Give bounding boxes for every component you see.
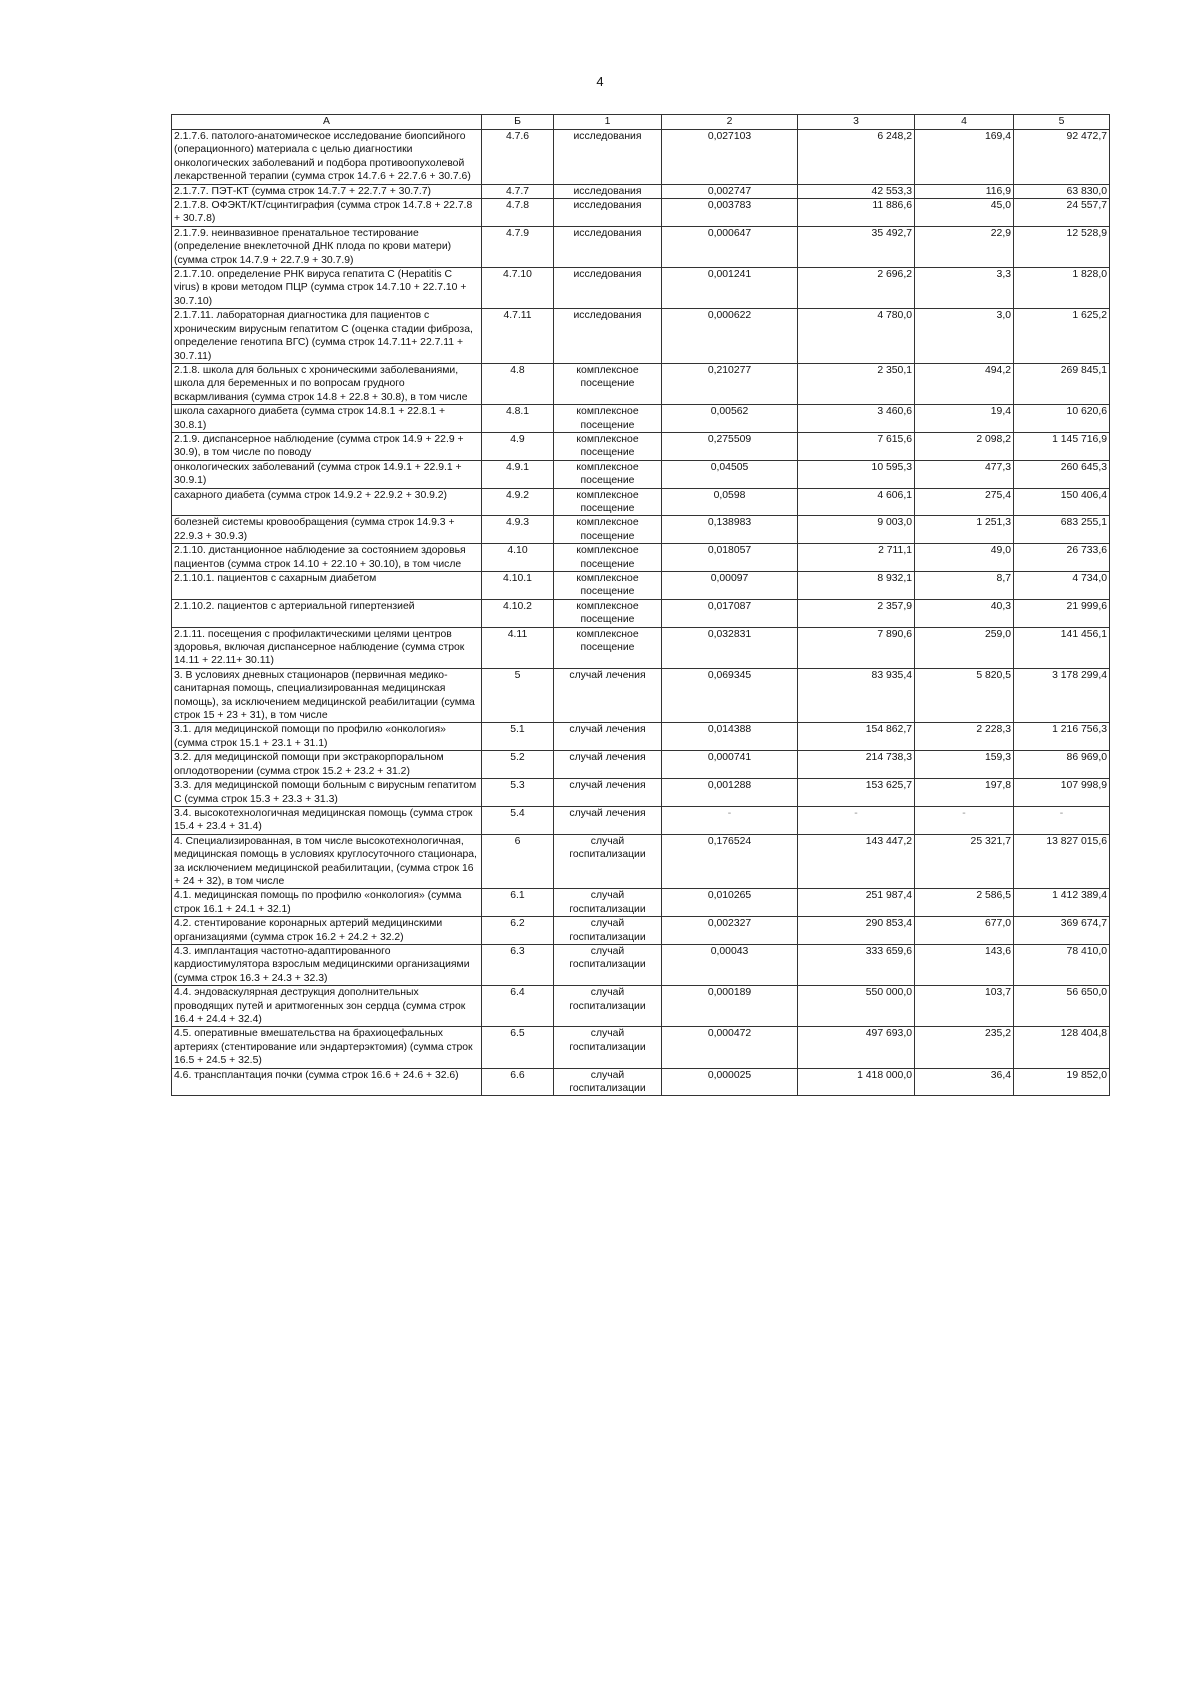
cell-total: 1 625,2 [1014, 309, 1110, 364]
cell-norm-cost: 35 492,7 [798, 226, 915, 267]
cell-norm-cost: 214 738,3 [798, 751, 915, 779]
cell-norm-cost: 8 932,1 [798, 572, 915, 600]
cell-unit: случай госпитализации [554, 1068, 662, 1096]
cell-norm-volume: 0,069345 [662, 668, 798, 723]
cell-total: 269 845,1 [1014, 363, 1110, 404]
cell-per-capita: 19,4 [915, 405, 1014, 433]
table-row [172, 544, 1110, 572]
table-row [172, 309, 1110, 364]
cell-unit: комплексное посещение [554, 460, 662, 488]
cell-unit: комплексное посещение [554, 516, 662, 544]
cell-norm-cost: 9 003,0 [798, 516, 915, 544]
table-row [172, 627, 1110, 668]
cell-description: 2.1.10.1. пациентов с сахарным диабетом [172, 572, 482, 600]
cell-norm-cost: 3 460,6 [798, 405, 915, 433]
cell-per-capita: 8,7 [915, 572, 1014, 600]
cell-norm-cost: 154 862,7 [798, 723, 915, 751]
cell-per-capita: 235,2 [915, 1027, 1014, 1068]
cell-per-capita: 169,4 [915, 130, 1014, 185]
table-row [172, 917, 1110, 945]
column-header-a: А [172, 115, 482, 130]
cell-total: 1 216 756,3 [1014, 723, 1110, 751]
cell-description: 3.1. для медицинской помощи по профилю «онкология» (сумма строк 15.1 + 23.1 + 31.1) [172, 723, 482, 751]
cell-per-capita: 477,3 [915, 460, 1014, 488]
cell-row-code: 6.2 [482, 917, 554, 945]
cell-total: 24 557,7 [1014, 199, 1110, 227]
cell-unit: случай лечения [554, 723, 662, 751]
cell-norm-volume: 0,210277 [662, 363, 798, 404]
cell-total: 369 674,7 [1014, 917, 1110, 945]
table-row [172, 779, 1110, 807]
cell-norm-cost: 4 780,0 [798, 309, 915, 364]
cell-description: 3.4. высокотехнологичная медицинская помощь (сумма строк 15.4 + 23.4 + 31.4) [172, 806, 482, 834]
cell-norm-volume: 0,275509 [662, 432, 798, 460]
cell-norm-volume: 0,018057 [662, 544, 798, 572]
cell-description: 2.1.9. диспансерное наблюдение (сумма строк 14.9 + 22.9 + 30.9), в том числе по поводу [172, 432, 482, 460]
cell-total: 1 412 389,4 [1014, 889, 1110, 917]
table-row [172, 889, 1110, 917]
cell-description: 2.1.11. посещения с профилактическими целями центров здоровья, включая диспансерное наблюдение (сумма строк 14.11 + 22.11+ 30.11) [172, 627, 482, 668]
cell-unit: случай лечения [554, 668, 662, 723]
cell-norm-cost: 10 595,3 [798, 460, 915, 488]
cell-total: 56 650,0 [1014, 986, 1110, 1027]
column-header-b: Б [482, 115, 554, 130]
cell-description: 4. Специализированная, в том числе высокотехнологичная, медицинская помощь в условиях круглосуточного стационара, за исключением медицинской реабилитации, (сумма строк 16 + 24 + 32), в том числе [172, 834, 482, 889]
cell-unit: случай госпитализации [554, 889, 662, 917]
cell-norm-cost: 2 350,1 [798, 363, 915, 404]
cell-description: 4.6. трансплантация почки (сумма строк 16.6 + 24.6 + 32.6) [172, 1068, 482, 1096]
cell-per-capita: 3,0 [915, 309, 1014, 364]
cell-row-code: 4.7.11 [482, 309, 554, 364]
table-row [172, 268, 1110, 309]
cell-norm-cost: 290 853,4 [798, 917, 915, 945]
table-row [172, 363, 1110, 404]
cell-row-code: 4.10 [482, 544, 554, 572]
cell-description: 2.1.7.10. определение РНК вируса гепатита С (Hepatitis C virus) в крови методом ПЦР (сумма строк 14.7.10 + 22.7.10 + 30.7.10) [172, 268, 482, 309]
cell-per-capita: - [915, 806, 1014, 834]
cell-unit: случай госпитализации [554, 1027, 662, 1068]
cell-per-capita: 159,3 [915, 751, 1014, 779]
cell-per-capita: 49,0 [915, 544, 1014, 572]
cell-row-code: 4.9.3 [482, 516, 554, 544]
cell-norm-volume: 0,003783 [662, 199, 798, 227]
cell-norm-cost: 2 696,2 [798, 268, 915, 309]
cell-description: 3. В условиях дневных стационаров (первичная медико-санитарная помощь, специализированная медицинская помощь), за исключением медицинской реабилитации (сумма строк 15 + 23 + 31), в том числе [172, 668, 482, 723]
cell-norm-cost: 550 000,0 [798, 986, 915, 1027]
cell-description: 2.1.7.6. патолого-анатомическое исследование биопсийного (операционного) материала с целью диагностики онкологических заболеваний и подбора противоопухолевой лекарственной терапии (сумма строк 14.7.6 + 22.7.6 + 30.7.6) [172, 130, 482, 185]
cell-total: 63 830,0 [1014, 184, 1110, 198]
table-row [172, 184, 1110, 198]
cell-row-code: 6.4 [482, 986, 554, 1027]
cell-unit: исследования [554, 268, 662, 309]
cell-per-capita: 45,0 [915, 199, 1014, 227]
cell-norm-volume: 0,000741 [662, 751, 798, 779]
cell-row-code: 4.7.7 [482, 184, 554, 198]
cell-total: 21 999,6 [1014, 599, 1110, 627]
cell-row-code: 6.5 [482, 1027, 554, 1068]
cell-norm-cost: 2 357,9 [798, 599, 915, 627]
cell-norm-cost: 2 711,1 [798, 544, 915, 572]
cell-row-code: 5 [482, 668, 554, 723]
cell-total: 78 410,0 [1014, 944, 1110, 985]
cell-norm-volume: 0,176524 [662, 834, 798, 889]
cell-total: 107 998,9 [1014, 779, 1110, 807]
cell-unit: случай госпитализации [554, 834, 662, 889]
cell-row-code: 5.4 [482, 806, 554, 834]
column-header-4: 4 [915, 115, 1014, 130]
cell-norm-volume: 0,001288 [662, 779, 798, 807]
cell-per-capita: 25 321,7 [915, 834, 1014, 889]
cell-total: 4 734,0 [1014, 572, 1110, 600]
cell-row-code: 6.6 [482, 1068, 554, 1096]
cell-description: 2.1.10. дистанционное наблюдение за состоянием здоровья пациентов (сумма строк 14.10 + 22.10 + 30.10), в том числе [172, 544, 482, 572]
cell-per-capita: 197,8 [915, 779, 1014, 807]
cell-row-code: 4.10.2 [482, 599, 554, 627]
column-header-3: 3 [798, 115, 915, 130]
cell-norm-volume: 0,000189 [662, 986, 798, 1027]
cell-norm-cost: 42 553,3 [798, 184, 915, 198]
cell-norm-volume: 0,014388 [662, 723, 798, 751]
table-row [172, 668, 1110, 723]
cell-description: 2.1.7.7. ПЭТ-КТ (сумма строк 14.7.7 + 22.7.7 + 30.7.7) [172, 184, 482, 198]
cell-norm-volume: 0,032831 [662, 627, 798, 668]
table-row [172, 806, 1110, 834]
cell-norm-cost: 6 248,2 [798, 130, 915, 185]
cell-norm-cost: 7 890,6 [798, 627, 915, 668]
cell-norm-volume: 0,002327 [662, 917, 798, 945]
cell-description: 3.3. для медицинской помощи больным с вирусным гепатитом С (сумма строк 15.3 + 23.3 + 31.3) [172, 779, 482, 807]
cell-row-code: 4.8.1 [482, 405, 554, 433]
cell-total: 92 472,7 [1014, 130, 1110, 185]
cell-unit: исследования [554, 309, 662, 364]
table-row [172, 516, 1110, 544]
cell-unit: исследования [554, 130, 662, 185]
cell-total: 260 645,3 [1014, 460, 1110, 488]
data-table [171, 114, 1110, 1096]
cell-row-code: 4.8 [482, 363, 554, 404]
cell-total: 1 828,0 [1014, 268, 1110, 309]
table-row [172, 488, 1110, 516]
cell-description: школа сахарного диабета (сумма строк 14.8.1 + 22.8.1 + 30.8.1) [172, 405, 482, 433]
cell-total: 26 733,6 [1014, 544, 1110, 572]
cell-row-code: 5.3 [482, 779, 554, 807]
cell-description: 2.1.7.8. ОФЭКТ/КТ/сцинтиграфия (сумма строк 14.7.8 + 22.7.8 + 30.7.8) [172, 199, 482, 227]
cell-norm-volume: 0,000647 [662, 226, 798, 267]
cell-unit: случай лечения [554, 751, 662, 779]
cell-unit: случай лечения [554, 806, 662, 834]
cell-total: 10 620,6 [1014, 405, 1110, 433]
cell-row-code: 6 [482, 834, 554, 889]
cell-description: 4.2. стентирование коронарных артерий медицинскими организациями (сумма строк 16.2 + 24.2 + 32.2) [172, 917, 482, 945]
table-row [172, 1068, 1110, 1096]
table-row [172, 599, 1110, 627]
cell-norm-volume: 0,00562 [662, 405, 798, 433]
cell-row-code: 4.7.9 [482, 226, 554, 267]
table-row [172, 460, 1110, 488]
cell-total: 3 178 299,4 [1014, 668, 1110, 723]
cell-norm-cost: 143 447,2 [798, 834, 915, 889]
cell-per-capita: 40,3 [915, 599, 1014, 627]
cell-row-code: 6.3 [482, 944, 554, 985]
table-row [172, 130, 1110, 185]
cell-row-code: 6.1 [482, 889, 554, 917]
page-number: 4 [596, 74, 604, 89]
cell-unit: комплексное посещение [554, 627, 662, 668]
cell-per-capita: 22,9 [915, 226, 1014, 267]
cell-norm-cost: - [798, 806, 915, 834]
cell-per-capita: 143,6 [915, 944, 1014, 985]
cell-row-code: 4.9.2 [482, 488, 554, 516]
table-row [172, 432, 1110, 460]
cell-total: 1 145 716,9 [1014, 432, 1110, 460]
cell-per-capita: 116,9 [915, 184, 1014, 198]
cell-unit: случай лечения [554, 779, 662, 807]
table-body [172, 130, 1110, 1096]
table-row [172, 1027, 1110, 1068]
cell-row-code: 4.7.8 [482, 199, 554, 227]
cell-description: онкологических заболеваний (сумма строк 14.9.1 + 22.9.1 + 30.9.1) [172, 460, 482, 488]
cell-unit: исследования [554, 184, 662, 198]
cell-row-code: 4.7.6 [482, 130, 554, 185]
cell-norm-volume: 0,00097 [662, 572, 798, 600]
cell-norm-volume: 0,017087 [662, 599, 798, 627]
cell-unit: случай госпитализации [554, 944, 662, 985]
cell-row-code: 5.2 [482, 751, 554, 779]
column-header-2: 2 [662, 115, 798, 130]
cell-row-code: 4.10.1 [482, 572, 554, 600]
cell-per-capita: 1 251,3 [915, 516, 1014, 544]
cell-norm-cost: 11 886,6 [798, 199, 915, 227]
cell-description: 2.1.10.2. пациентов с артериальной гипертензией [172, 599, 482, 627]
table-row [172, 944, 1110, 985]
cell-per-capita: 259,0 [915, 627, 1014, 668]
cell-norm-volume: 0,027103 [662, 130, 798, 185]
cell-per-capita: 5 820,5 [915, 668, 1014, 723]
cell-row-code: 4.9.1 [482, 460, 554, 488]
column-header-5: 5 [1014, 115, 1110, 130]
cell-norm-volume: 0,0598 [662, 488, 798, 516]
cell-total: 150 406,4 [1014, 488, 1110, 516]
cell-norm-cost: 153 625,7 [798, 779, 915, 807]
table-row [172, 226, 1110, 267]
table-row [172, 199, 1110, 227]
cell-norm-volume: 0,000622 [662, 309, 798, 364]
cell-description: 4.5. оперативные вмешательства на брахиоцефальных артериях (стентирование или эндартерэктомия) (сумма строк 16.5 + 24.5 + 32.5) [172, 1027, 482, 1068]
cell-norm-volume: 0,138983 [662, 516, 798, 544]
cell-total: 13 827 015,6 [1014, 834, 1110, 889]
cell-description: 4.1. медицинская помощь по профилю «онкология» (сумма строк 16.1 + 24.1 + 32.1) [172, 889, 482, 917]
cell-unit: комплексное посещение [554, 432, 662, 460]
cell-norm-cost: 333 659,6 [798, 944, 915, 985]
cell-unit: комплексное посещение [554, 599, 662, 627]
cell-unit: комплексное посещение [554, 572, 662, 600]
cell-total: 12 528,9 [1014, 226, 1110, 267]
cell-unit: случай госпитализации [554, 986, 662, 1027]
cell-per-capita: 103,7 [915, 986, 1014, 1027]
cell-per-capita: 677,0 [915, 917, 1014, 945]
cell-description: 2.1.8. школа для больных с хроническими заболеваниями, школа для беременных и по вопросам грудного вскармливания (сумма строк 14.8 + 22.8 + 30.8), в том числе [172, 363, 482, 404]
cell-description: 4.4. эндоваскулярная деструкция дополнительных проводящих путей и аритмогенных зон сердца (сумма строк 16.4 + 24.4 + 32.4) [172, 986, 482, 1027]
cell-unit: исследования [554, 226, 662, 267]
cell-norm-volume: 0,002747 [662, 184, 798, 198]
cell-total: 86 969,0 [1014, 751, 1110, 779]
table-header-row [172, 115, 1110, 130]
table-row [172, 986, 1110, 1027]
cell-norm-cost: 1 418 000,0 [798, 1068, 915, 1096]
cell-row-code: 4.7.10 [482, 268, 554, 309]
cell-norm-cost: 7 615,6 [798, 432, 915, 460]
cell-unit: комплексное посещение [554, 405, 662, 433]
cell-norm-cost: 251 987,4 [798, 889, 915, 917]
table-row [172, 723, 1110, 751]
cell-description: 2.1.7.9. неинвазивное пренатальное тестирование (определение внеклеточной ДНК плода по крови матери) (сумма строк 14.7.9 + 22.7.9 + 30.7.9) [172, 226, 482, 267]
cell-per-capita: 2 586,5 [915, 889, 1014, 917]
cell-per-capita: 2 098,2 [915, 432, 1014, 460]
cell-norm-volume: 0,001241 [662, 268, 798, 309]
cell-norm-volume: 0,010265 [662, 889, 798, 917]
cell-row-code: 4.11 [482, 627, 554, 668]
cell-row-code: 4.9 [482, 432, 554, 460]
table-row [172, 572, 1110, 600]
cell-unit: комплексное посещение [554, 363, 662, 404]
cell-total: - [1014, 806, 1110, 834]
column-header-1: 1 [554, 115, 662, 130]
table-row [172, 405, 1110, 433]
table-row [172, 834, 1110, 889]
cell-norm-volume: 0,00043 [662, 944, 798, 985]
cell-description: сахарного диабета (сумма строк 14.9.2 + 22.9.2 + 30.9.2) [172, 488, 482, 516]
cell-unit: комплексное посещение [554, 544, 662, 572]
cell-description: болезней системы кровообращения (сумма строк 14.9.3 + 22.9.3 + 30.9.3) [172, 516, 482, 544]
cell-total: 683 255,1 [1014, 516, 1110, 544]
cell-unit: случай госпитализации [554, 917, 662, 945]
cell-norm-cost: 83 935,4 [798, 668, 915, 723]
cell-description: 2.1.7.11. лабораторная диагностика для пациентов с хроническим вирусным гепатитом С (оценка стадии фиброза, определение генотипа ВГС) (сумма строк 14.7.11+ 22.7.11 + 30.7.11) [172, 309, 482, 364]
cell-unit: комплексное посещение [554, 488, 662, 516]
cell-per-capita: 3,3 [915, 268, 1014, 309]
cell-unit: исследования [554, 199, 662, 227]
cell-description: 4.3. имплантация частотно-адаптированного кардиостимулятора взрослым медицинскими организациями (сумма строк 16.3 + 24.3 + 32.3) [172, 944, 482, 985]
cell-per-capita: 36,4 [915, 1068, 1014, 1096]
cell-norm-cost: 497 693,0 [798, 1027, 915, 1068]
cell-description: 3.2. для медицинской помощи при экстракорпоральном оплодотворении (сумма строк 15.2 + 23.2 + 31.2) [172, 751, 482, 779]
cell-row-code: 5.1 [482, 723, 554, 751]
cell-norm-volume: 0,000025 [662, 1068, 798, 1096]
table-row [172, 751, 1110, 779]
cell-total: 19 852,0 [1014, 1068, 1110, 1096]
cell-norm-cost: 4 606,1 [798, 488, 915, 516]
cell-total: 141 456,1 [1014, 627, 1110, 668]
cell-per-capita: 494,2 [915, 363, 1014, 404]
cell-norm-volume: 0,04505 [662, 460, 798, 488]
cell-total: 128 404,8 [1014, 1027, 1110, 1068]
cell-per-capita: 2 228,3 [915, 723, 1014, 751]
cell-norm-volume: 0,000472 [662, 1027, 798, 1068]
cell-per-capita: 275,4 [915, 488, 1014, 516]
cell-norm-volume: - [662, 806, 798, 834]
